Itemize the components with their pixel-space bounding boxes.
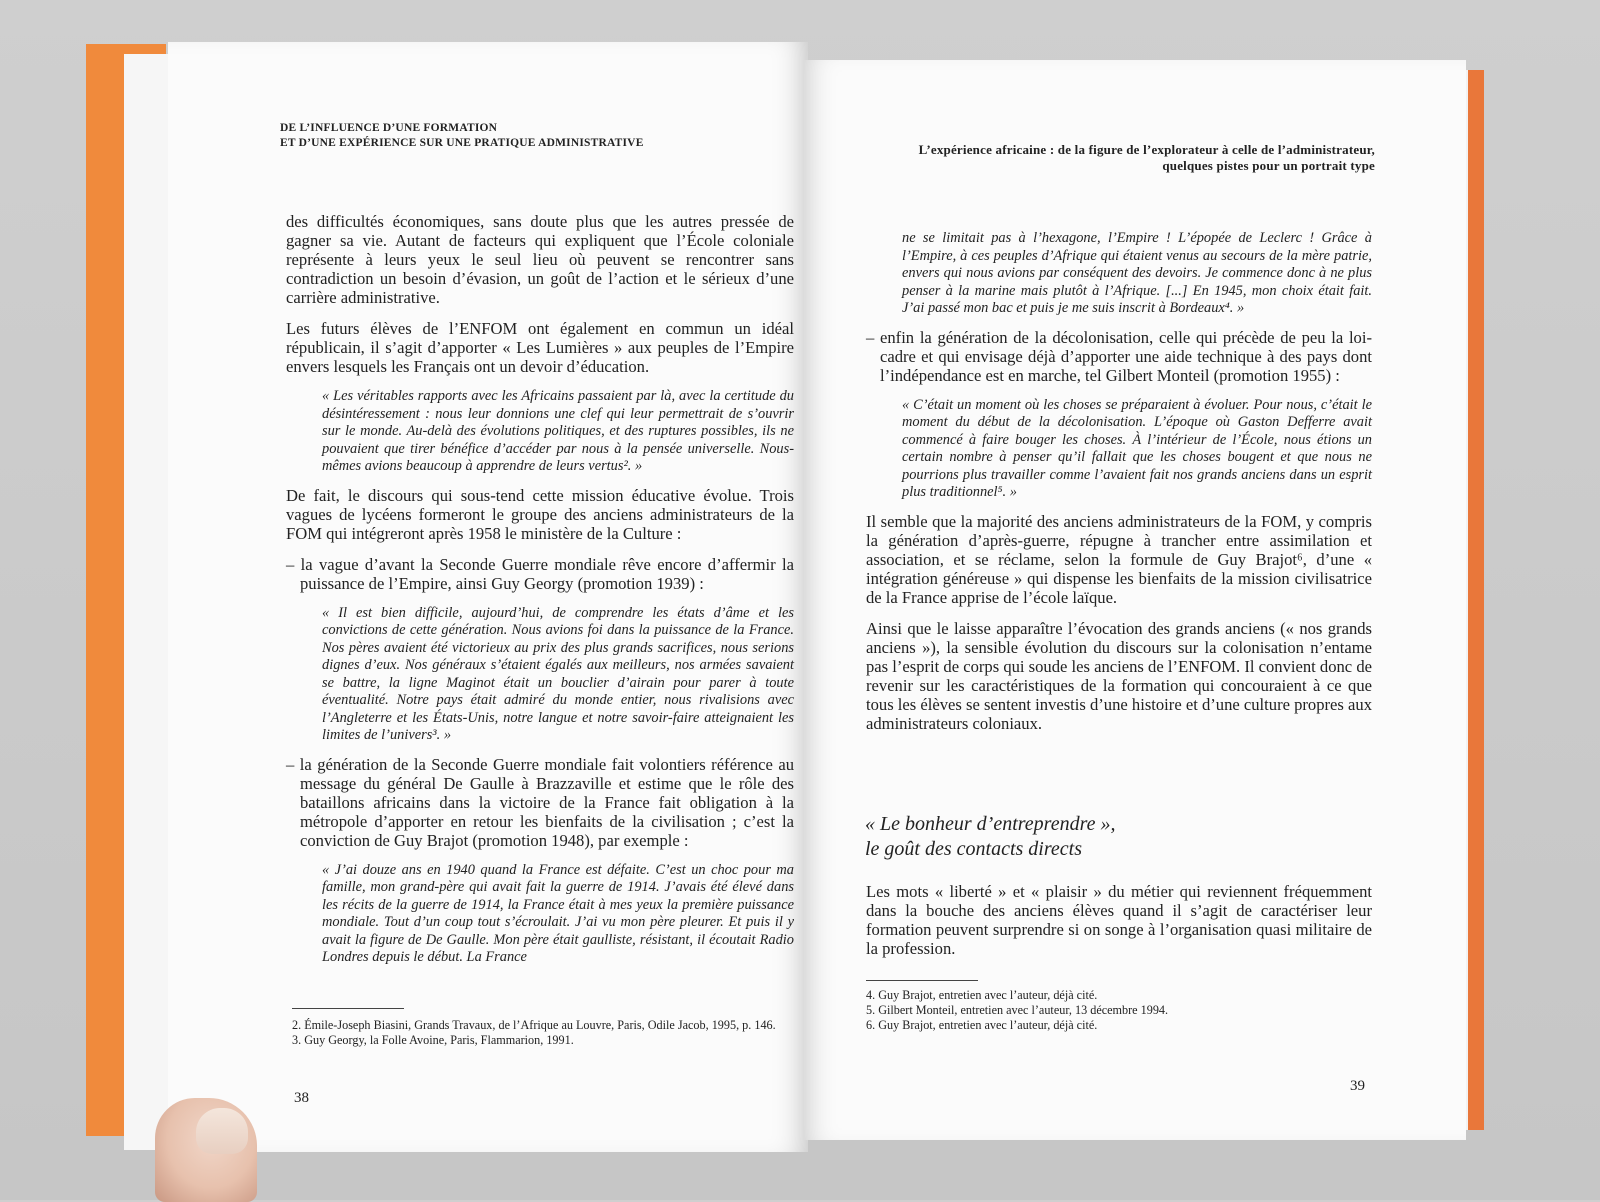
paragraph: Les futurs élèves de l’ENFOM ont également en commun un idéal républicain, il s’agit d’apporter « Les Lumières » aux peuples de l’Empire envers lesquels les Français ont un devoir d’éducation. [286, 319, 794, 376]
right-body-bottom [866, 882, 1372, 970]
paragraph: Ainsi que le laisse apparaître l’évocation des grands anciens (« nos grands anciens »), la sensible évolution du discours sur la colonisation n’entame pas l’esprit de corps qui soude les anciens de l’ENFOM. Il convient donc de revenir sur les caractéristiques de la formation qui concouraient à ce que tous les élèves se sentent investis d’une histoire et d’une culture propres aux administrateurs coloniaux. [866, 618, 1372, 733]
heading-line2: le goût des contacts directs [865, 838, 1082, 860]
dash-item: – la génération de la Seconde Guerre mondiale fait volontiers référence au message du général De Gaulle à Brazzaville et estime que le rôle des bataillons africains dans la victoire de la France fait obligation à la métropole d’apporter en retour les bienfaits de la civilisation ; c’est la conviction de Guy Brajot (promotion 1948), par exemple : [286, 754, 794, 850]
right-page-number: 39 [1350, 1078, 1365, 1094]
paragraph: De fait, le discours qui sous-tend cette mission éducative évolue. Trois vagues de lycéens formeront le groupe des anciens administrateurs de la FOM qui intégreront après 1958 le ministère de la Culture : [286, 485, 794, 543]
left-page-number: 38 [294, 1090, 309, 1106]
block-quote: « J’ai douze ans en 1940 quand la France est défaite. C’est un choc pour ma famille, mon grand-père qui avait fait la guerre de 1914. J’avais été élevé dans les récits de la guerre de 1914, la France était à mes yeux la première puissance mondiale. Tout d’un coup tout s’écroulait. J’ai vu mon père pleurer. Et puis il y avait la figure de De Gaulle. Mon père était gaulliste, résistant, il écoutait Radio Londres depuis le début. La France [322, 861, 794, 965]
right-header-line1: L’expérience africaine : de la figure de l’explorateur à celle de l’administrateur, [918, 142, 1375, 157]
footnote-rule [292, 1008, 404, 1009]
thumbnail-nail [196, 1108, 248, 1154]
footnote-3: 3. Guy Georgy, la Folle Avoine, Paris, Flammarion, 1991. [292, 1033, 574, 1047]
right-footnotes [866, 988, 1366, 1033]
block-quote: « C’était un moment où les choses se préparaient à évoluer. Pour nous, c’était le moment du début de la décolonisation. L’époque où Gaston Defferre avait commencé à faire bouger les choses. À l’intérieur de l’École, nous étions un certain nombre à penser qu’il fallait que les choses bougent et que nous ne pourrions plus travailler comme l’avaient fait nos grands anciens dans un esprit plus traditionnel⁵. » [902, 396, 1372, 500]
section-heading [865, 812, 1116, 862]
footnote-5: 5. Gilbert Monteil, entretien avec l’auteur, 13 décembre 1994. [866, 1003, 1169, 1017]
block-quote: « Les véritables rapports avec les Africains passaient par là, avec la certitude du désintéressement : nous leur donnions une clef qui leur permettrait de s’ouvrir sur le monde. Au-delà des évolutions politiques, et des ruptures possibles, ils ne pouvaient que tirer bénéfice d’accéder par nous à la pensée universelle. Nous-mêmes avions beaucoup à apprendre de leurs vertus². » [322, 388, 794, 474]
footnote-6: 6. Guy Brajot, entretien avec l’auteur, déjà cité. [866, 1018, 1098, 1032]
left-running-header [280, 121, 644, 151]
right-running-header [919, 142, 1375, 174]
left-header-line2: ET D’UNE EXPÉRIENCE SUR UNE PRATIQUE ADMINISTRATIVE [280, 137, 644, 149]
footnote-rule [866, 980, 978, 981]
block-quote: « Il est bien difficile, aujourd’hui, de comprendre les états d’âme et les convictions de cette génération. Nous avions foi dans la puissance de la France. Nos pères avaient été victorieux au prix des plus grands sacrifices, nous serions dignes d’eux. Nos généraux s’étaient égalés aux meilleurs, nos armées savaient se battre, la ligne Maginot était un bouclier d’airain pour parer à toute éventualité. Notre pays était admiré du monde entier, nous rivalisions avec l’Angleterre et les États-Unis, notre langue et notre savoir-faire atteignaient les limites de l’univers³. » [322, 604, 794, 743]
footnote-2: 2. Émile-Joseph Biasini, Grands Travaux, de l’Afrique au Louvre, Paris, Odile Jacob, 1995, p. 146. [292, 1018, 776, 1032]
dash-item: – la vague d’avant la Seconde Guerre mondiale rêve encore d’affermir la puissance de l’Empire, ainsi Guy Georgy (promotion 1939) : [286, 554, 794, 593]
heading-line1: « Le bonheur d’entreprendre », [865, 813, 1116, 835]
paragraph: Il semble que la majorité des anciens administrateurs de la FOM, y compris la génération d’après-guerre, répugne à trancher entre assimilation et association, et se réclame, selon la formule de Guy Brajot⁶, d’une « intégration généreuse » qui dispense les bienfaits de la mission civilisatrice de la France apprise de l’école laïque. [866, 511, 1372, 607]
left-body [286, 212, 794, 977]
page-under-left [124, 54, 174, 1150]
right-header-line2: quelques pistes pour un portrait type [1162, 158, 1375, 173]
block-quote: ne se limitait pas à l’hexagone, l’Empire ! L’épopée de Leclerc ! Grâce à l’Empire, à ces peuples d’Afrique qui étaient venus au secours de la mère patrie, envers qui nous avions par conséquent des devoirs. Je commence donc à ne plus penser à la marine mais plutôt à l’Afrique. [...] En 1945, mon choix était fait. J’ai passé mon bac et puis je me suis inscrit à Bordeaux⁴. » [902, 230, 1372, 316]
back-cover-edge [1468, 70, 1484, 1130]
right-body-top [866, 226, 1372, 745]
dash-item: – enfin la génération de la décolonisation, celle qui précède de peu la loi-cadre et qui envisage déjà d’apporter une aide technique à des pays dont l’indépendance est en marche, tel Gilbert Monteil (promotion 1955) : [866, 327, 1372, 385]
paragraph: Les mots « liberté » et « plaisir » du métier qui reviennent fréquemment dans la bouche des anciens élèves quand il s’agit de caractériser leur formation peuvent surprendre si on songe à l’organisation quasi militaire de la profession. [866, 882, 1372, 958]
left-footnotes [292, 1018, 800, 1048]
paragraph: des difficultés économiques, sans doute plus que les autres pressée de gagner sa vie. Autant de facteurs qui expliquent que l’École coloniale représente à leurs yeux le seul lieu où peuvent se rencontrer sans contradiction un besoin d’évasion, un goût de l’action et le sérieux d’une carrière administrative. [286, 212, 794, 307]
left-header-line1: DE L’INFLUENCE D’UNE FORMATION [280, 122, 498, 134]
footnote-4: 4. Guy Brajot, entretien avec l’auteur, déjà cité. [866, 988, 1098, 1002]
